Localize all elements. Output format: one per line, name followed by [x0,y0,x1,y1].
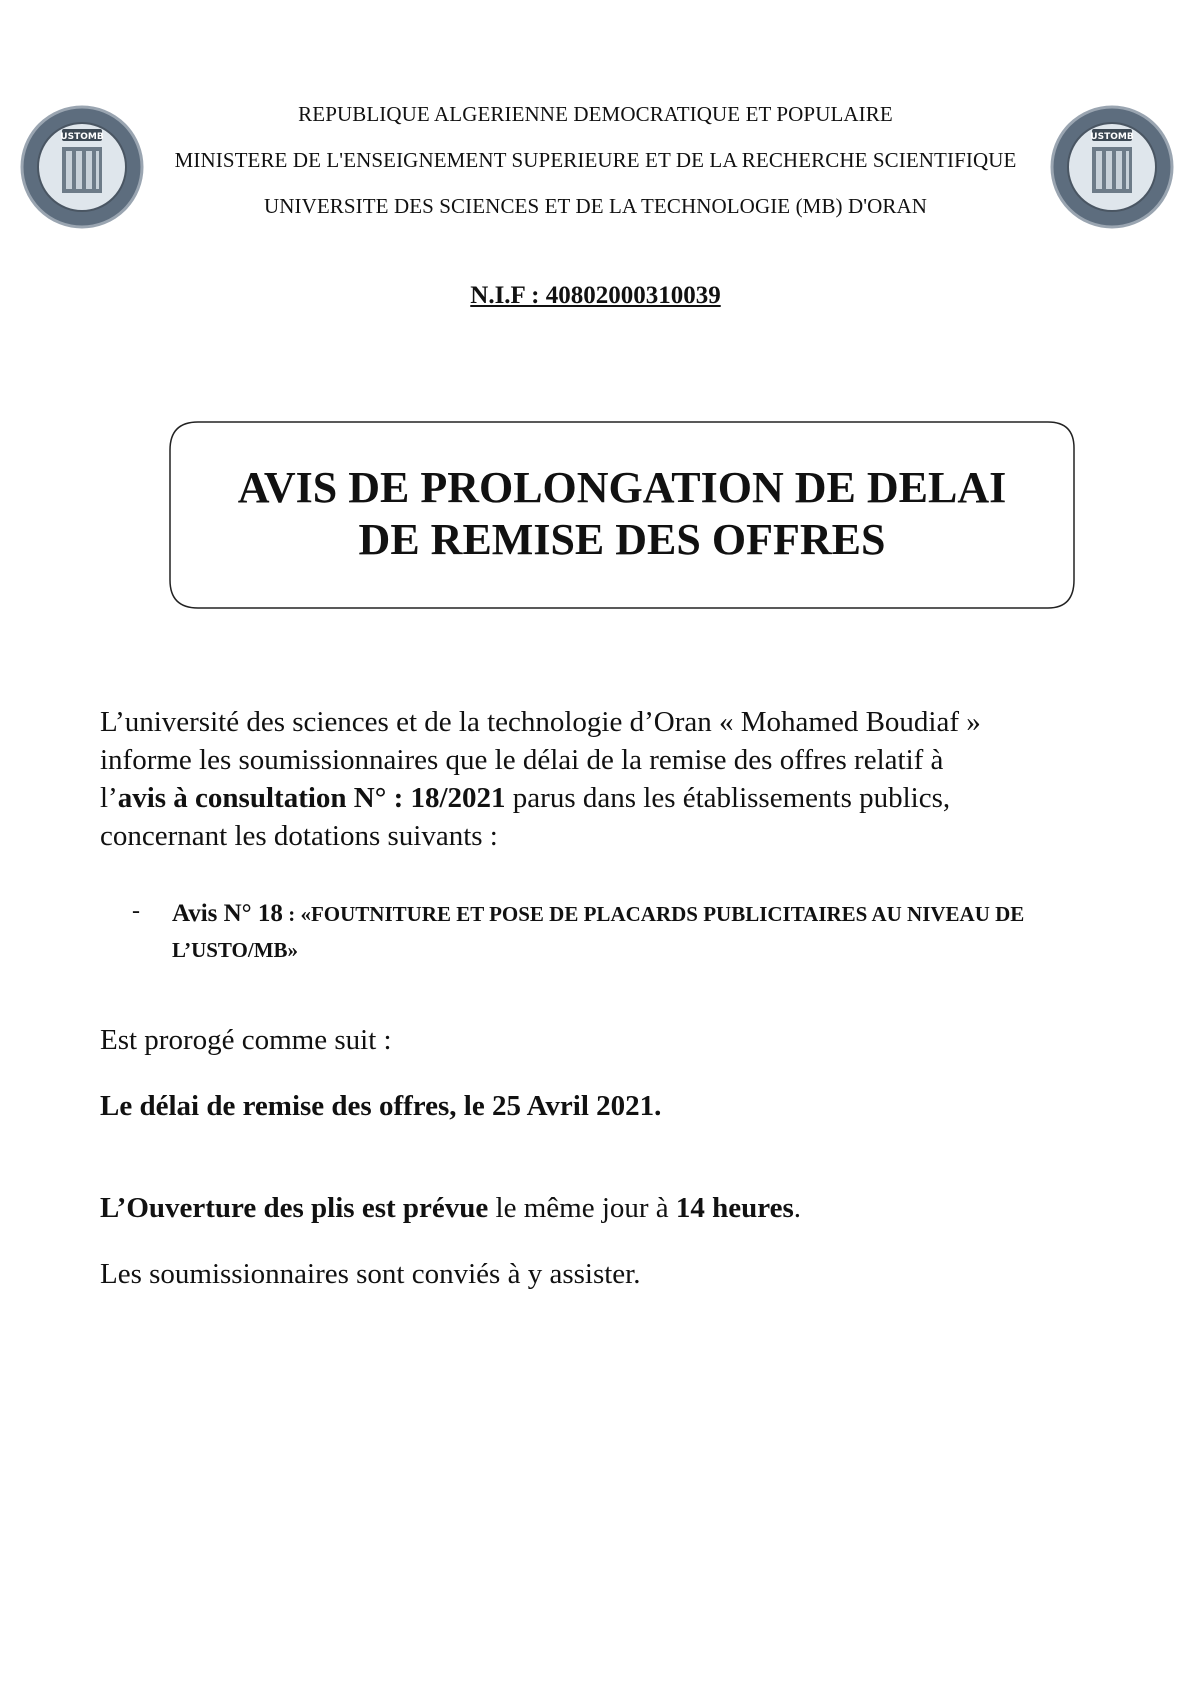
svg-text:USTOMB: USTOMB [1090,132,1134,142]
header-university: UNIVERSITE DES SCIENCES ET DE LA TECHNOLOGIE (MB) D'ORAN [263,194,928,218]
header-republic: REPUBLIQUE ALGERIENNE DEMOCRATIQUE ET POPULAIRE [298,102,893,126]
intro-line: L’université des sciences et de la technologie d’Oran « Mohamed Boudiaf » [100,706,981,738]
header-ministry: MINISTERE DE L'ENSEIGNEMENT SUPERIEURE ET DE LA RECHERCHE SCIENTIFIQUE [174,148,1017,172]
extension-text: Est prorogé comme suit : [100,1024,392,1056]
svg-text:USTOMB: USTOMB [60,132,104,142]
intro-paragraph [100,703,1100,855]
nif-number: N.I.F : 40802000310039 [470,282,721,309]
intro-line: informe les soumissionnaires que le délai de la remise des offres relatif à [100,744,944,776]
title-box [168,420,1076,610]
invitation-text: Les soumissionnaires sont conviés à y assister. [100,1258,641,1290]
intro-line: concernant les dotations suivants : [100,820,498,852]
deadline-text: Le délai de remise des offres, le 25 Avril 2021. [100,1090,662,1122]
bullet-dash: - [132,898,140,924]
intro-line: l’avis à consultation N° : 18/2021 parus dans les établissements publics, [100,782,951,814]
page-title: AVIS DE PROLONGATION DE DELAI DE REMISE DES OFFRES [237,463,1007,564]
notice-item-text: Avis N° 18 : «FOUTNITURE ET POSE DE PLACARDS PUBLICITAIRES AU NIVEAU DE L’USTO/MB» [172,900,1025,962]
opening-text: L’Ouverture des plis est prévue le même jour à 14 heures. [100,1192,802,1224]
